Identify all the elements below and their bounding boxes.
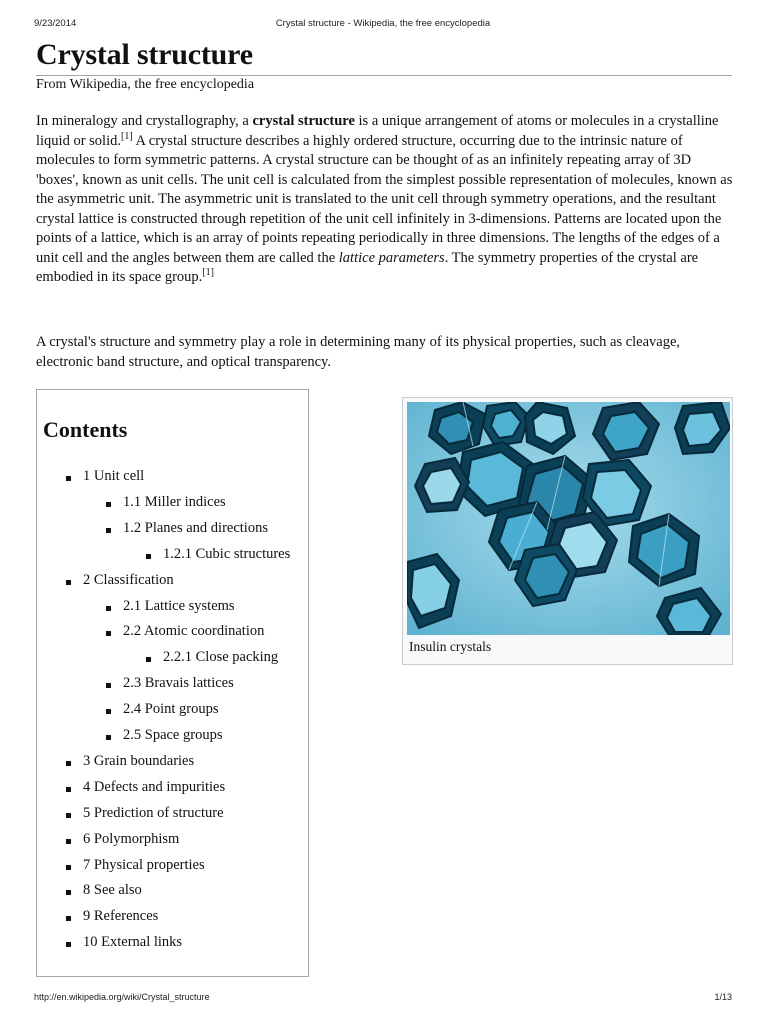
- insulin-crystals-image[interactable]: [407, 402, 730, 635]
- toc-bullet-icon: [66, 865, 71, 870]
- toc-bullet-icon: [66, 761, 71, 766]
- toc-bullet-icon: [106, 683, 111, 688]
- intro-bold-term: crystal structure: [252, 113, 355, 129]
- toc-item[interactable]: [83, 468, 144, 485]
- toc-item-label[interactable]: 2 Classification: [83, 572, 174, 588]
- toc-bullet-icon: [66, 787, 71, 792]
- toc-item-label[interactable]: 2.1 Lattice systems: [123, 598, 235, 614]
- toc-item-label[interactable]: 2.5 Space groups: [123, 727, 223, 743]
- toc-item[interactable]: [83, 857, 205, 874]
- print-page-title: Crystal structure - Wikipedia, the free encyclopedia: [275, 18, 491, 29]
- crystal-photo-graphic: [407, 402, 730, 635]
- toc-item[interactable]: [83, 934, 182, 951]
- print-footer: [34, 992, 732, 1006]
- toc-item[interactable]: [83, 753, 194, 770]
- table-of-contents: [36, 389, 309, 977]
- toc-item[interactable]: [83, 572, 174, 589]
- toc-bullet-icon: [106, 631, 111, 636]
- toc-item[interactable]: [83, 908, 158, 925]
- toc-item-label[interactable]: 8 See also: [83, 882, 142, 898]
- title-divider: [36, 75, 732, 76]
- toc-bullet-icon: [66, 890, 71, 895]
- toc-item-label[interactable]: 5 Prediction of structure: [83, 805, 224, 821]
- intro-text-2: is a unique arrangement of atoms or molecules in a crystalline liquid or solid.: [36, 113, 719, 149]
- toc-bullet-icon: [146, 554, 151, 559]
- print-url: http://en.wikipedia.org/wiki/Crystal_structure: [34, 992, 210, 1002]
- toc-item-label[interactable]: 3 Grain boundaries: [83, 753, 195, 769]
- toc-item[interactable]: [123, 675, 234, 692]
- toc-item-label[interactable]: 6 Polymorphism: [83, 831, 180, 847]
- print-header: [34, 18, 732, 32]
- toc-item[interactable]: [83, 805, 224, 822]
- print-date: 9/23/2014: [34, 18, 77, 29]
- reference-link-2[interactable]: [1]: [202, 267, 214, 278]
- toc-item-label[interactable]: 4 Defects and impurities: [83, 779, 226, 795]
- toc-bullet-icon: [106, 528, 111, 533]
- intro-italic-term[interactable]: lattice parameters: [338, 249, 445, 266]
- figure-box: [402, 397, 733, 665]
- toc-item[interactable]: [123, 598, 235, 615]
- toc-bullet-icon: [106, 709, 111, 714]
- toc-item-label[interactable]: 1.2 Planes and directions: [123, 520, 268, 536]
- page-subtitle: From Wikipedia, the free encyclopedia: [36, 77, 255, 92]
- toc-item-label[interactable]: 1.2.1 Cubic structures: [163, 546, 291, 562]
- toc-bullet-icon: [66, 839, 71, 844]
- toc-item-label[interactable]: 2.4 Point groups: [123, 701, 219, 717]
- page-title: Crystal structure: [36, 38, 253, 71]
- toc-bullet-icon: [66, 916, 71, 921]
- toc-item[interactable]: [123, 701, 218, 718]
- toc-bullet-icon: [66, 942, 71, 947]
- toc-bullet-icon: [106, 606, 111, 611]
- toc-item[interactable]: [123, 494, 226, 511]
- toc-item-label[interactable]: 10 External links: [83, 934, 183, 950]
- intro-paragraph: [36, 112, 736, 288]
- toc-item[interactable]: [123, 623, 264, 640]
- toc-item-label[interactable]: 7 Physical properties: [83, 857, 205, 873]
- print-page-number: 1/13: [714, 992, 732, 1002]
- toc-item-label[interactable]: 2.2 Atomic coordination: [123, 623, 265, 639]
- toc-item-label[interactable]: 2.2.1 Close packing: [163, 649, 279, 665]
- toc-bullet-icon: [106, 735, 111, 740]
- reference-link-1[interactable]: [1]: [121, 130, 133, 142]
- toc-bullet-icon: [66, 580, 71, 585]
- intro-text-1: In mineralogy and crystallography, a: [36, 113, 253, 129]
- toc-bullet-icon: [146, 657, 151, 662]
- toc-item[interactable]: [83, 779, 225, 796]
- toc-item-label[interactable]: 1.1 Miller indices: [123, 494, 226, 510]
- toc-bullet-icon: [66, 476, 71, 481]
- intro-text-4: . The symmetry properties of the crystal are embodied in its space group.: [36, 249, 699, 285]
- toc-item-label[interactable]: 9 References: [83, 908, 159, 924]
- toc-item[interactable]: [163, 546, 290, 563]
- intro-text-3: A crystal structure describes a highly ordered structure, occurring due to the intrinsic nature of molecules to form symmetric patterns. A crystal structure can be thought of as an infinitely repeating array of 3D 'boxes', known as unit cells. The unit cell is calculated from the simplest possible representation of molecules, known as the asymmetric unit. The asymmetric unit is translated to the unit cell through symmetry operations, and the resultant crystal lattice is constructed through repetition of the unit cell infinitely in 3-dimensions. Patterns are located upon the points of a lattice, which is an array of points repeating periodically in three dimensions. The lengths of the edges of a unit cell and the angles between them are called the: [36, 132, 733, 266]
- toc-item-label[interactable]: 2.3 Bravais lattices: [123, 675, 234, 691]
- figure-caption: Insulin crystals: [409, 639, 492, 654]
- toc-item[interactable]: [123, 520, 268, 537]
- toc-item[interactable]: [83, 831, 179, 848]
- toc-item-label[interactable]: 1 Unit cell: [83, 468, 145, 484]
- toc-item[interactable]: [123, 727, 222, 744]
- toc-title: Contents: [43, 417, 128, 442]
- toc-bullet-icon: [106, 502, 111, 507]
- toc-bullet-icon: [66, 813, 71, 818]
- second-paragraph: A crystal's structure and symmetry play a role in determining many of its physical properties, such as cleavage, electronic band structure, and optical transparency.: [36, 334, 681, 370]
- toc-item[interactable]: [163, 649, 278, 666]
- toc-item[interactable]: [83, 882, 142, 899]
